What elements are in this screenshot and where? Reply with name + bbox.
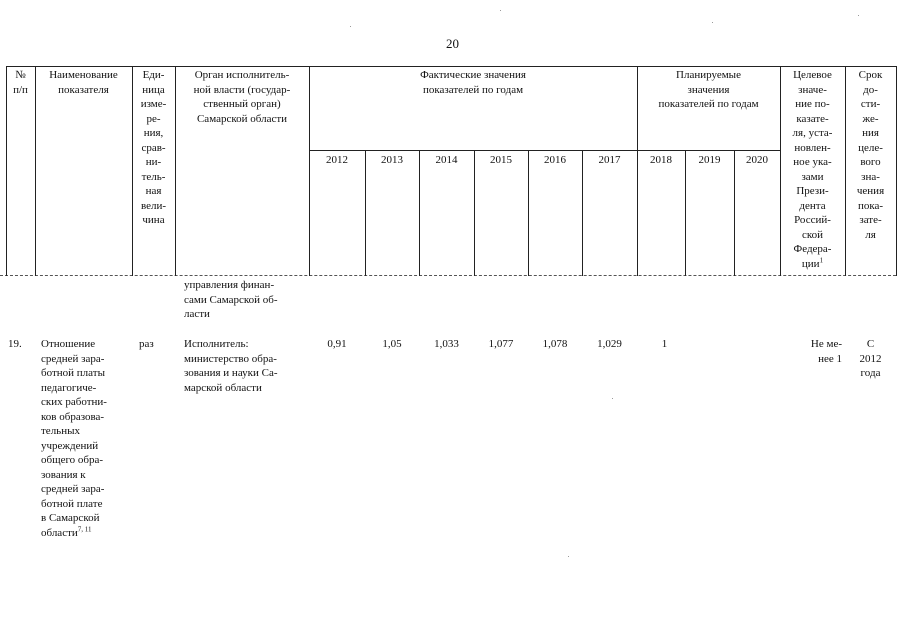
col-border xyxy=(474,150,475,276)
value-2015: 1,077 xyxy=(488,338,514,350)
header-planned-values: Планируемые значения показателей по годам xyxy=(658,69,759,110)
col-border xyxy=(528,150,529,276)
header-name: Наименование показателя xyxy=(49,69,118,96)
year-2017: 2017 xyxy=(598,154,621,166)
header-actual-values: Фактические значения показателей по годам xyxy=(420,69,526,96)
value-2013: 1,05 xyxy=(382,338,402,350)
footnote-ref: 7, 11 xyxy=(77,524,92,533)
footnote-ref: 1 xyxy=(819,255,824,264)
year-2016: 2016 xyxy=(544,154,566,166)
col-border xyxy=(309,66,310,276)
col-border xyxy=(365,150,366,276)
year-2020: 2020 xyxy=(746,154,768,166)
value-2014: 1,033 xyxy=(434,338,459,350)
value-2016: 1,078 xyxy=(542,338,568,350)
header-num: № п/п xyxy=(13,69,28,96)
row-unit: раз xyxy=(139,338,154,350)
year-2018: 2018 xyxy=(650,154,672,166)
year-2019: 2019 xyxy=(698,154,721,166)
header-bottom-border xyxy=(0,275,896,276)
row-target-value: Не ме- нее 1 xyxy=(810,338,842,365)
col-border xyxy=(582,150,583,276)
header-organ: Орган исполнитель- ной власти (государ- ственный орган) Самарской области xyxy=(193,69,291,125)
row-organ: Исполнитель: министерство обра- зования и науки Са- марской области xyxy=(184,338,278,394)
header-unit: Еди- ница изме- ре- ния, срав- ни- тель- ная вели- чина xyxy=(140,69,167,226)
value-2012: 0,91 xyxy=(327,338,347,350)
year-2014: 2014 xyxy=(435,154,458,166)
row-indicator-name: Отношение средней зара- ботной платы педагогиче- ских работни- ков образова- тельных учреждений общего обра- зования к средней зара- ботной плате в Самарской области$^{7, 11}$ xyxy=(41,338,107,539)
row-deadline: С 2012 года xyxy=(859,338,882,379)
col-border xyxy=(419,150,420,276)
scan-speck xyxy=(712,22,713,23)
col-border xyxy=(35,66,36,276)
header-target-value: Целевое значе- ние по- казате- ля, уста- новлен- ное ука- зами Прези- дента Россий- ской Федера- ции$^1$ xyxy=(792,69,833,270)
col-border xyxy=(685,150,686,276)
scan-speck xyxy=(858,15,859,16)
scan-speck xyxy=(568,556,569,557)
page-number: 20 xyxy=(446,36,459,51)
value-2018: 1 xyxy=(661,338,668,350)
year-2013: 2013 xyxy=(381,154,403,166)
col-border xyxy=(6,66,7,276)
scan-speck xyxy=(612,398,613,399)
years-divider xyxy=(309,150,780,151)
col-border xyxy=(896,66,897,276)
header-deadline: Срок до- сти- же- ния целе- вого зна- чения пока- зате- ля xyxy=(856,69,885,241)
scan-speck xyxy=(350,26,351,27)
year-2015: 2015 xyxy=(490,154,512,166)
row-num: 19. xyxy=(8,338,22,350)
scan-speck xyxy=(500,10,501,11)
col-border xyxy=(734,150,735,276)
year-2012: 2012 xyxy=(326,154,348,166)
value-2017: 1,029 xyxy=(597,338,622,350)
header-top-border xyxy=(6,66,896,67)
organ-continuation: управления финан- сами Самарской об- ласти xyxy=(184,279,278,320)
